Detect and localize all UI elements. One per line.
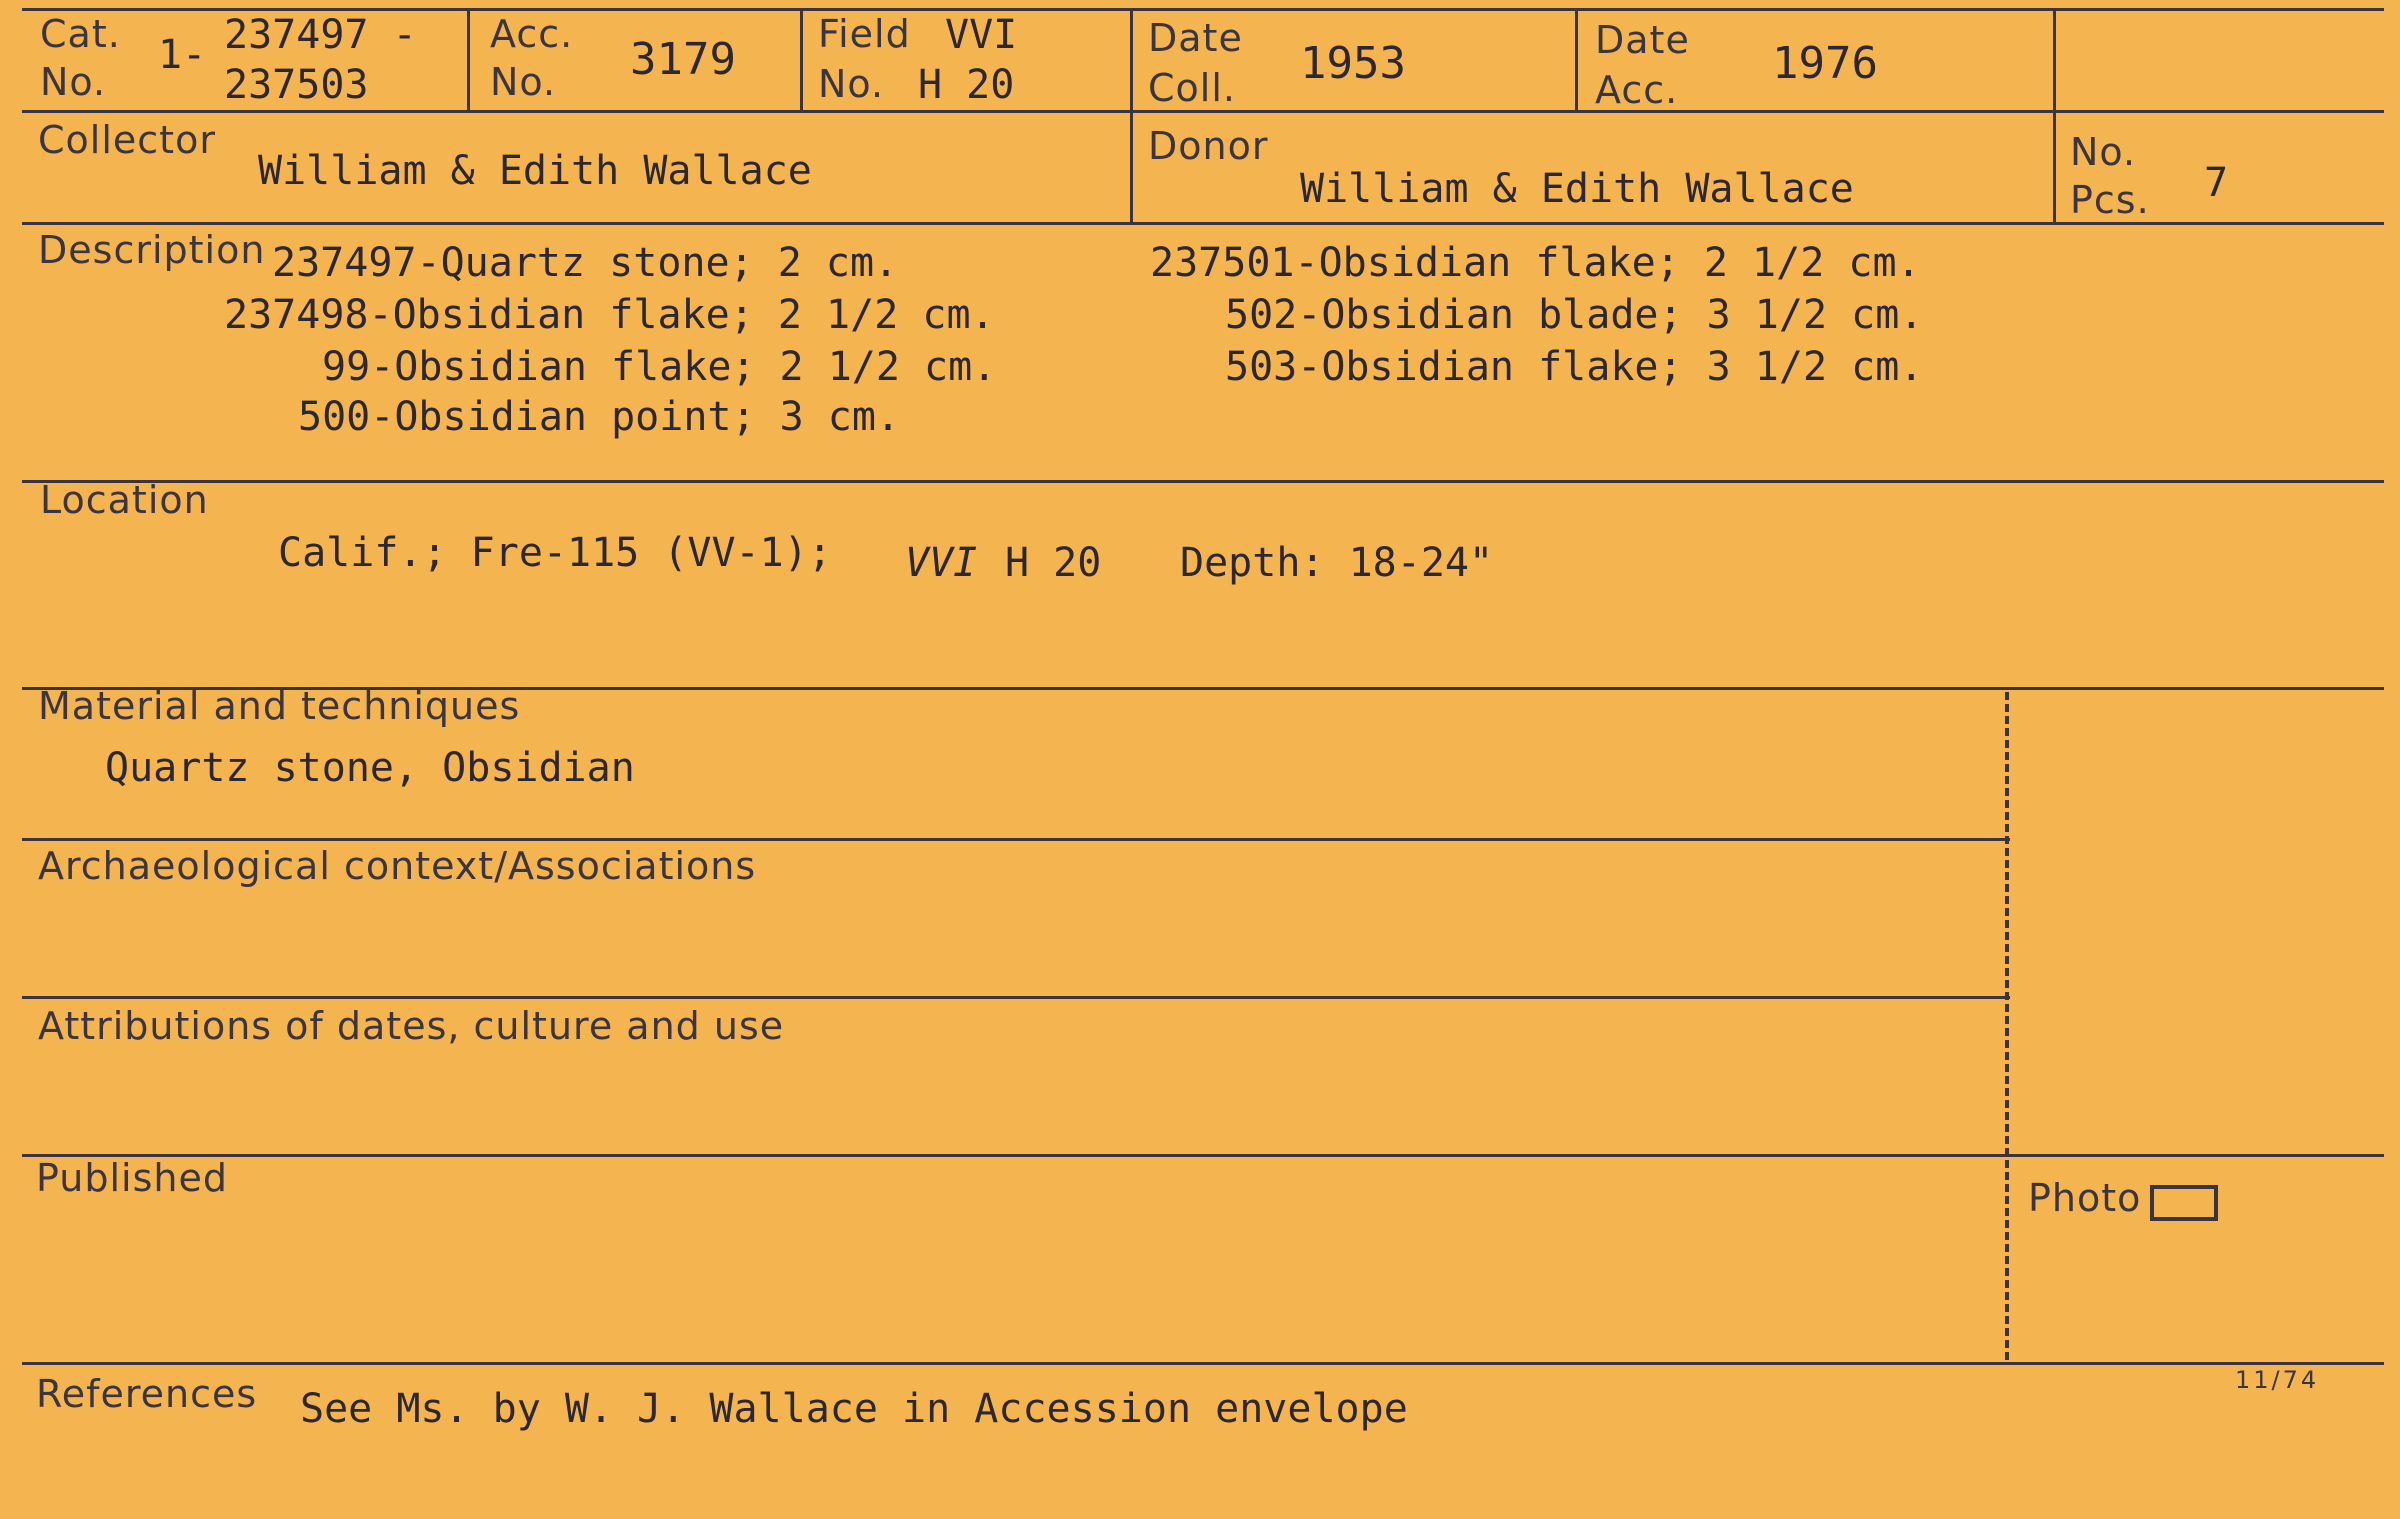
location-field-code: VVI bbox=[905, 540, 978, 586]
date-acc-label-2: Acc. bbox=[1595, 68, 1679, 112]
material-value: Quartz stone, Obsidian bbox=[105, 745, 635, 791]
acc-label-1: Acc. bbox=[490, 12, 574, 56]
attributions-label: Attributions of dates, culture and use bbox=[38, 1004, 785, 1048]
photo-label: Photo bbox=[2028, 1176, 2142, 1220]
description-left-line-2: 237498-Obsidian flake; 2 1/2 cm. bbox=[224, 292, 995, 338]
description-right-line-3: 503-Obsidian flake; 3 1/2 cm. bbox=[1225, 344, 1924, 390]
photo-divider bbox=[2005, 692, 2009, 1360]
header-divider-3 bbox=[1130, 8, 1133, 224]
header-divider-5 bbox=[2053, 8, 2056, 224]
pieces-label-1: No. bbox=[2070, 130, 2137, 174]
location-depth: Depth: 18-24" bbox=[1180, 540, 1494, 586]
published-rule bbox=[22, 1362, 2384, 1365]
form-code: 11/74 bbox=[2235, 1366, 2320, 1394]
cat-prefix: 1- bbox=[158, 32, 207, 78]
date-coll-label-1: Date bbox=[1148, 16, 1243, 60]
photo-checkbox[interactable] bbox=[2150, 1185, 2218, 1221]
description-left-line-3: 99-Obsidian flake; 2 1/2 cm. bbox=[322, 344, 997, 390]
published-label: Published bbox=[36, 1156, 228, 1200]
description-label: Description bbox=[38, 228, 266, 272]
description-left-line-1: 237497-Quartz stone; 2 cm. bbox=[272, 240, 899, 286]
collector-rule bbox=[22, 222, 2384, 225]
field-label-1: Field bbox=[818, 12, 911, 56]
cat-range-start: 237497 - bbox=[224, 12, 417, 58]
date-acc-label-1: Date bbox=[1595, 18, 1690, 62]
description-right-line-1: 237501-Obsidian flake; 2 1/2 cm. bbox=[1150, 240, 1921, 286]
cat-label-2: No. bbox=[40, 60, 107, 104]
date-acc-value: 1976 bbox=[1772, 38, 1878, 89]
references-value: See Ms. by W. J. Wallace in Accession envelope bbox=[300, 1386, 1408, 1432]
location-field-no: H 20 bbox=[1005, 540, 1102, 586]
archaeological-rule bbox=[22, 996, 2010, 999]
references-label: References bbox=[36, 1372, 258, 1416]
date-coll-label-2: Coll. bbox=[1148, 66, 1236, 110]
header-divider-2 bbox=[800, 8, 803, 112]
donor-label: Donor bbox=[1148, 124, 1269, 168]
acc-number: 3179 bbox=[630, 34, 736, 85]
top-rule bbox=[22, 8, 2384, 11]
cat-range-end: 237503 bbox=[224, 62, 369, 108]
location-label: Location bbox=[40, 478, 209, 522]
pieces-label-2: Pcs. bbox=[2070, 178, 2150, 222]
pieces-value: 7 bbox=[2204, 160, 2229, 206]
cat-label-1: Cat. bbox=[40, 12, 121, 56]
location-place: Calif.; Fre-115 (VV-1); bbox=[278, 530, 832, 576]
header-divider-4 bbox=[1575, 8, 1578, 112]
collector-value: William & Edith Wallace bbox=[258, 148, 812, 194]
collector-label: Collector bbox=[38, 118, 216, 162]
header-rule bbox=[22, 110, 2384, 113]
date-coll-value: 1953 bbox=[1300, 38, 1406, 89]
description-rule bbox=[22, 480, 2384, 483]
archaeological-label: Archaeological context/Associations bbox=[38, 844, 757, 888]
material-label: Material and techniques bbox=[38, 684, 521, 728]
acc-label-2: No. bbox=[490, 60, 557, 104]
material-rule bbox=[22, 838, 2010, 841]
attributions-rule bbox=[22, 1154, 2384, 1157]
description-left-line-4: 500-Obsidian point; 3 cm. bbox=[298, 394, 901, 440]
donor-value: William & Edith Wallace bbox=[1300, 166, 1854, 212]
description-right-line-2: 502-Obsidian blade; 3 1/2 cm. bbox=[1225, 292, 1924, 338]
header-divider-1 bbox=[467, 8, 470, 112]
field-value-2: H 20 bbox=[918, 62, 1015, 108]
field-label-2: No. bbox=[818, 62, 885, 106]
field-value-1: VVI bbox=[945, 12, 1018, 58]
